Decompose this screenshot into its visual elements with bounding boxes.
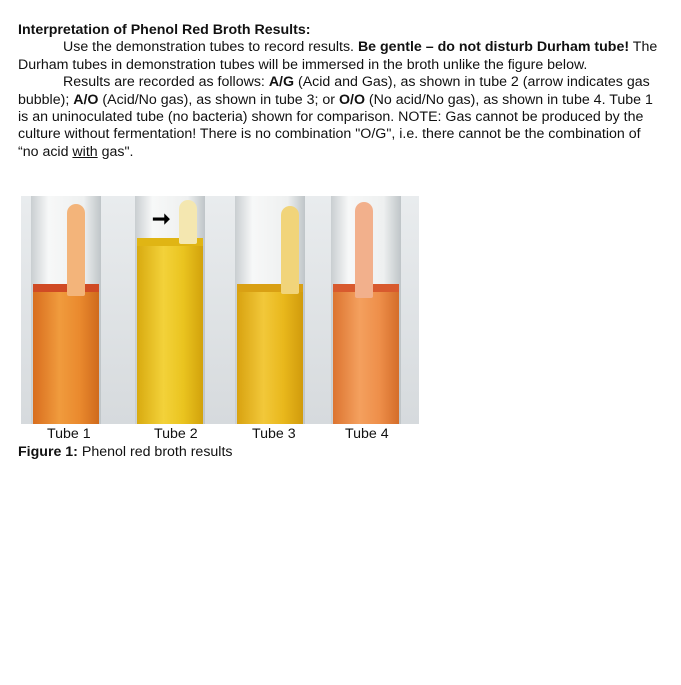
- caption-label: Figure 1:: [18, 444, 78, 460]
- tube-3: [235, 196, 305, 424]
- durham-tube-3: [281, 206, 299, 294]
- p1-text-c: The Durham tubes in demonstration tubes will be immersed in the broth unlike the figure below.: [18, 39, 658, 73]
- broth-tubes-photo: [21, 196, 419, 424]
- durham-tube-2: [179, 200, 197, 244]
- tube-4-label: Tube 4: [345, 426, 389, 442]
- paragraph-results: [18, 74, 663, 161]
- code-ag: A/G: [268, 74, 295, 91]
- instructions-text: [18, 22, 663, 161]
- tube-1-label: Tube 1: [47, 426, 91, 442]
- p2-text-d: (No acid/No gas), as shown in tube 4. Tube 1 is an uninoculated tube (no bacteria) shown for comparison. NOTE: Gas cannot be produced by the culture without fermentation! There is no combination "O/G", i.e. there cannot be the combination of “no acid: [18, 91, 653, 160]
- p2-text-e: gas".: [97, 143, 134, 160]
- caption-text: Phenol red broth results: [77, 444, 233, 460]
- durham-tube-4: [355, 202, 373, 298]
- tube-1-meniscus: [33, 284, 99, 292]
- durham-tube-1: [67, 204, 85, 296]
- tube-2: [135, 196, 205, 424]
- tube-3-broth: [237, 288, 303, 424]
- paragraph-demonstration: [18, 39, 663, 74]
- tube-3-label: Tube 3: [252, 426, 296, 442]
- tube-2-label: Tube 2: [154, 426, 198, 442]
- section-heading: Interpretation of Phenol Red Broth Results:: [18, 22, 311, 38]
- p2-text-c: (Acid/No gas), as shown in tube 3; or: [98, 91, 339, 108]
- p2-text-b: (Acid and Gas), as shown in tube 2 (arrow indicates gas bubble);: [18, 74, 650, 108]
- tube-1: [31, 196, 101, 424]
- gas-bubble-arrow-icon: ➞: [152, 206, 171, 231]
- tube-2-broth: [137, 242, 203, 424]
- figure-caption: [18, 444, 233, 460]
- tube-4-broth: [333, 288, 399, 424]
- p2-text-a: Results are recorded as follows:: [63, 74, 269, 91]
- p1-warning: Be gentle – do not disturb Durham tube!: [357, 39, 630, 56]
- code-oo: O/O: [338, 91, 365, 108]
- tube-4: [331, 196, 401, 424]
- word-with: with: [72, 143, 98, 160]
- p1-text-a: Use the demonstration tubes to record results.: [63, 39, 358, 56]
- code-ao: A/O: [73, 91, 99, 108]
- tube-1-broth: [33, 288, 99, 424]
